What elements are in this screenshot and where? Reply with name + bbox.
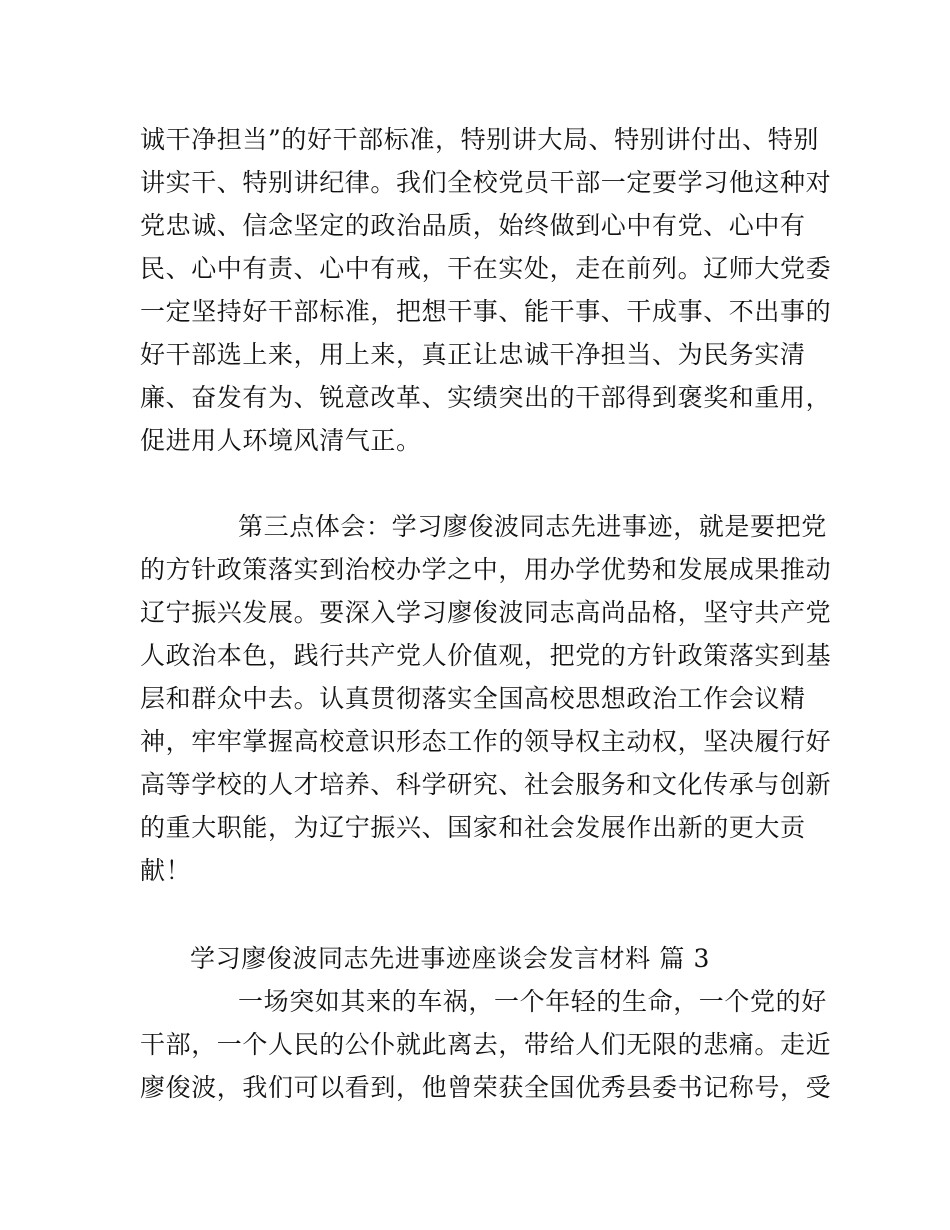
text-line: 诚干净担当”的好干部标准，特别讲大局、特别讲付出、特别: [140, 125, 819, 154]
text-line: 干部，一个人民的公仆就此离去，带给人们无限的悲痛。走近: [140, 1030, 832, 1059]
text-line: 的重大职能，为辽宁振兴、国家和社会发展作出新的更大贡: [140, 813, 806, 842]
text-line: 高等学校的人才培养、科学研究、社会服务和文化传承与创新: [140, 770, 832, 799]
text-line: 廖俊波，我们可以看到，他曾荣获全国优秀县委书记称号，受: [140, 1073, 832, 1102]
text-line: 促进用人环境风清气正。: [140, 426, 422, 455]
text-line: 一定坚持好干部标准，把想干事、能干事、干成事、不出事的: [140, 297, 832, 326]
text-line: 民、心中有责、心中有戒，干在实处，走在前列。辽师大党委: [140, 254, 832, 283]
text-line: 神，牢牢掌握高校意识形态工作的领导权主动权，坚决履行好: [140, 727, 832, 756]
text-line: 党忠诚、信念坚定的政治品质，始终做到心中有党、心中有: [140, 211, 806, 240]
text-line: 一场突如其来的车祸，一个年轻的生命，一个党的好: [238, 987, 827, 1016]
text-line: 好干部选上来，用上来，真正让忠诚干净担当、为民务实清: [140, 340, 806, 369]
text-line: 廉、奋发有为、锐意改革、实绩突出的干部得到褒奖和重用，: [140, 383, 832, 412]
text-line: 辽宁振兴发展。要深入学习廖俊波同志高尚品格，坚守共产党: [140, 598, 832, 627]
text-line: 的方针政策落实到治校办学之中，用办学优势和发展成果推动: [140, 555, 832, 584]
text-line: 第三点体会：学习廖俊波同志先进事迹，就是要把党: [238, 512, 827, 541]
text-line: 人政治本色，践行共产党人价值观，把党的方针政策落实到基: [140, 641, 832, 670]
section-heading: 学习廖俊波同志先进事迹座谈会发言材料 篇 3: [190, 944, 711, 973]
text-line: 层和群众中去。认真贯彻落实全国高校思想政治工作会议精: [140, 684, 806, 713]
text-line: 讲实干、特别讲纪律。我们全校党员干部一定要学习他这种对: [140, 168, 832, 197]
text-line: 献！: [140, 856, 192, 885]
